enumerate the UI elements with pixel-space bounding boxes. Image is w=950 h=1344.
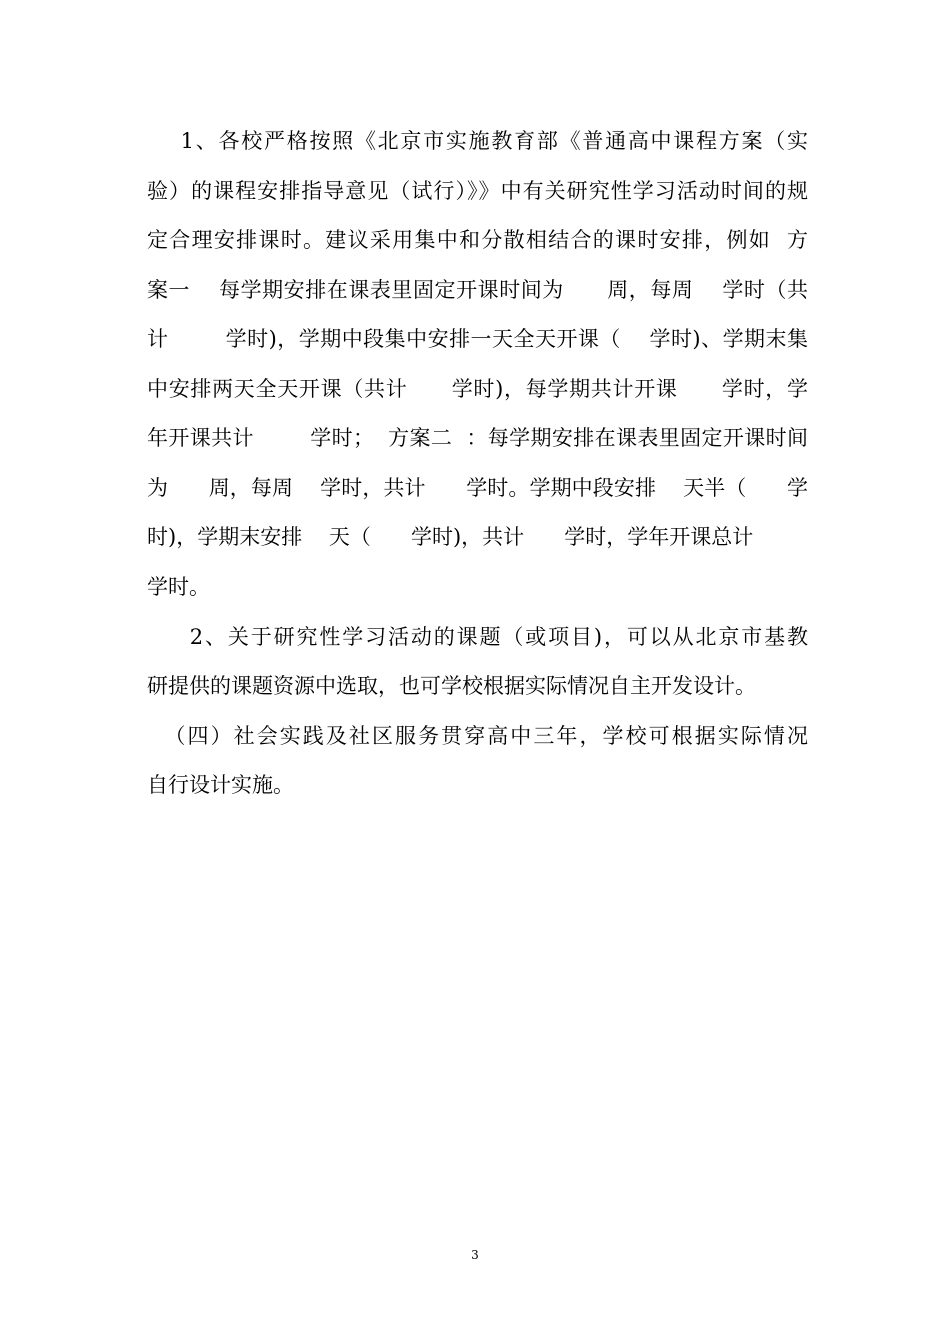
paragraph-2-line-1: 2、关于研究性学习活动的课题（或项目)，可以从北京市基教: [147, 625, 808, 649]
paragraph-1-line-6: 中安排两天全天开课（共计 学时)，每学期共计开课 学时，学: [147, 377, 808, 401]
paragraph-1-line-2: 验）的课程安排指导意见（试行）》》中有关研究性学习活动时间的规: [147, 179, 808, 203]
paragraph-1-line-9: 时)，学期末安排 天（ 学时)，共计 学时，学年开课总计: [147, 525, 754, 549]
paragraph-1-line-7: 年开课共计 学时； 方案二 ：每学期安排在课表里固定开课时间: [147, 426, 808, 450]
paragraph-1-line-5: 计 学时)，学期中段集中安排一天全天开课（ 学时)、学期末集: [147, 327, 808, 351]
page-number: 3: [471, 1248, 479, 1262]
paragraph-1-line-10: 学时。: [147, 575, 210, 599]
paragraph-1-line-3: 定合理安排课时。建议采用集中和分散相结合的课时安排，例如 方: [147, 228, 808, 252]
paragraph-1-line-8: 为 周，每周 学时，共计 学时。学期中段安排 天半（ 学: [147, 476, 808, 500]
paragraph-3-line-1: （四）社会实践及社区服务贯穿高中三年，学校可根据实际情况: [147, 724, 808, 748]
paragraph-2-line-2: 研提供的课题资源中选取，也可学校根据实际情况自主开发设计。: [147, 674, 756, 698]
paragraph-1-line-4: 案一 每学期安排在课表里固定开课时间为 周，每周 学时（共: [147, 278, 808, 302]
paragraph-3-line-2: 自行设计实施。: [147, 773, 294, 797]
paragraph-1-line-1: 1、各校严格按照《北京市实施教育部《普通高中课程方案（实: [147, 129, 808, 153]
